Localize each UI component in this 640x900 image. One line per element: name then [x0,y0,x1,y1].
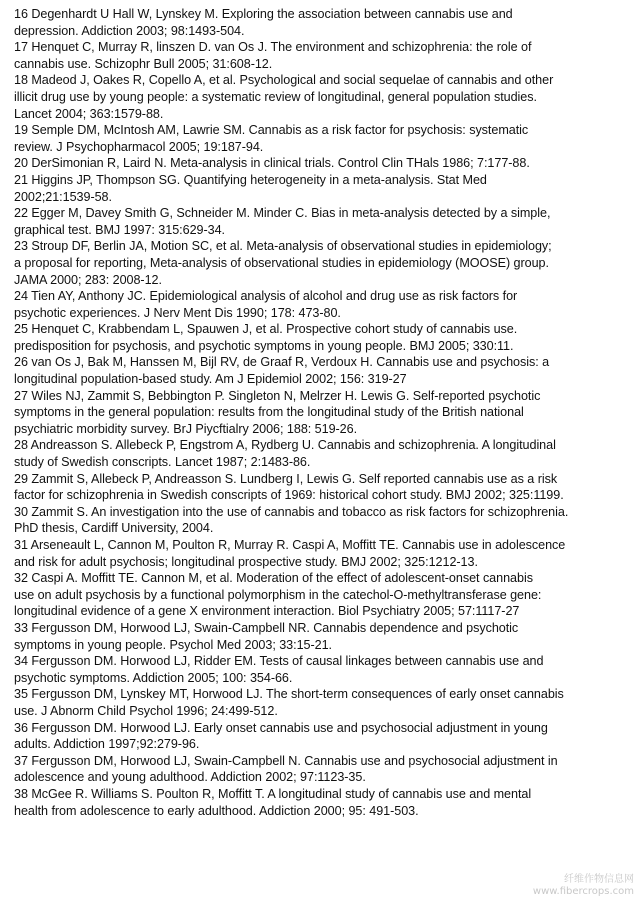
reference-line: 33 Fergusson DM, Horwood LJ, Swain-Campbell NR. Cannabis dependence and psychotic [14,620,519,635]
reference-entry [14,653,626,686]
reference-entry [14,72,626,122]
reference-line: 30 Zammit S. An investigation into the use of cannabis and tobacco as risk factors for schizophrenia. [14,504,569,519]
reference-line: psychotic experiences. J Nerv Ment Dis 1990; 178: 473-80. [14,305,341,320]
reference-line: 38 McGee R. Williams S. Poulton R, Moffitt T. A longitudinal study of cannabis use and mental [14,786,532,801]
reference-entry [14,504,626,537]
reference-entry [14,288,626,321]
reference-line: 37 Fergusson DM, Horwood LJ, Swain-Campbell N. Cannabis use and psychosocial adjustment in [14,753,558,768]
reference-entry [14,6,626,39]
reference-line: 28 Andreasson S. Allebeck P, Engstrom A, Rydberg U. Cannabis and schizophrenia. A longitudinal [14,438,556,453]
reference-line: 25 Henquet C, Krabbendam L, Spauwen J, et al. Prospective cohort study of cannabis use. [14,322,518,337]
reference-line: depression. Addiction 2003; 98:1493-504. [14,23,245,38]
reference-entry [14,471,626,504]
reference-line: 19 Semple DM, McIntosh AM, Lawrie SM. Cannabis as a risk factor for psychosis: systematic [14,123,529,138]
reference-line: 21 Higgins JP, Thompson SG. Quantifying heterogeneity in a meta-analysis. Stat Med [14,172,487,187]
reference-line: illicit drug use by young people: a systematic review of longitudinal, general population studies. [14,89,537,104]
reference-entry [14,570,626,620]
reference-line: 17 Henquet C, Murray R, linszen D. van Os J. The environment and schizophrenia: the role of [14,40,532,55]
reference-line: psychotic symptoms. Addiction 2005; 100: 354-66. [14,670,293,685]
site-watermark [533,874,634,898]
reference-line: Lancet 2004; 363:1579-88. [14,106,164,121]
reference-line: 32 Caspi A. Moffitt TE. Cannon M, et al. Moderation of the effect of adolescent-onset cannabis [14,571,533,586]
reference-entry [14,437,626,470]
reference-line: a proposal for reporting, Meta-analysis of observational studies in epidemiology (MOOSE) group. [14,255,549,270]
watermark-url: www.fibercrops.com [532,886,634,897]
reference-line: 36 Fergusson DM. Horwood LJ. Early onset cannabis use and psychosocial adjustment in young [14,720,548,735]
reference-entry [14,39,626,72]
reference-line: 31 Arseneault L, Cannon M, Poulton R, Murray R. Caspi A, Moffitt TE. Cannabis use in adolescence [14,538,566,552]
reference-line: 2002;21:1539-58. [14,189,112,204]
reference-entry [14,388,626,438]
reference-entry [14,753,626,786]
reference-line: factor for schizophrenia in Swedish conscripts of 1969: historical cohort study. BMJ 2002; 325:1199. [14,488,564,503]
reference-line: 23 Stroup DF, Berlin JA, Motion SC, et al. Meta-analysis of observational studies in epidemiology; [14,239,552,254]
reference-line: 16 Degenhardt U Hall W, Lynskey M. Exploring the association between cannabis use and [14,7,513,21]
reference-line: 20 DerSimonian R, Laird N. Meta-analysis in clinical trials. Control Clin THals 1986; 7:177-88. [14,156,530,171]
reference-line: predisposition for psychosis, and psychotic symptoms in young people. BMJ 2005; 330:11. [14,338,514,353]
reference-line: 24 Tien AY, Anthony JC. Epidemiological analysis of alcohol and drug use as risk factors for [14,289,518,304]
reference-line: psychiatric morbidity survey. BrJ Piycftialry 2006; 188: 519-26. [14,421,358,436]
reference-entry [14,786,626,819]
reference-line: symptoms in young people. Psychol Med 2003; 33:15-21. [14,637,332,652]
reference-entry [14,155,626,172]
reference-line: use on adult psychosis by a functional polymorphism in the catechol-O-methyltransferase gene: [14,587,542,602]
reference-entry [14,686,626,719]
reference-line: adults. Addiction 1997;92:279-96. [14,737,200,752]
reference-line: graphical test. BMJ 1997: 315:629-34. [14,222,225,237]
reference-line: JAMA 2000; 283: 2008-12. [14,272,162,287]
reference-line: study of Swedish conscripts. Lancet 1987; 2:1483-86. [14,455,311,470]
reference-entry [14,172,626,205]
reference-line: 29 Zammit S, Allebeck P, Andreasson S. Lundberg I, Lewis G. Self reported cannabis use as a risk [14,471,558,486]
reference-line: use. J Abnorm Child Psychol 1996; 24:499-512. [14,703,278,718]
reference-line: longitudinal population-based study. Am J Epidemiol 2002; 156: 319-27 [14,372,407,387]
reference-line: 26 van Os J, Bak M, Hanssen M, Bijl RV, de Graaf R, Verdoux H. Cannabis use and psychosis: a [14,355,550,370]
reference-line: review. J Psychopharmacol 2005; 19:187-94. [14,139,264,154]
reference-line: adolescence and young adulthood. Addiction 2002; 97:1123-35. [14,770,366,785]
reference-line: and risk for adult psychosis; longitudinal prospective study. BMJ 2002; 325:1212-13. [14,554,478,569]
reference-entry [14,720,626,753]
reference-line: PhD thesis, Cardiff University, 2004. [14,521,214,536]
reference-entry [14,537,626,570]
reference-line: 18 Madeod J, Oakes R, Copello A, et al. Psychological and social sequelae of cannabis and other [14,73,554,88]
watermark-text-cn: 纤维作物信息网 [564,874,634,885]
reference-line: 34 Fergusson DM. Horwood LJ, Ridder EM. Tests of causal linkages between cannabis use and [14,654,544,669]
reference-entry [14,238,626,288]
reference-line: 35 Fergusson DM, Lynskey MT, Horwood LJ. The short-term consequences of early onset cannabis [14,687,564,702]
reference-entry [14,620,626,653]
reference-entry [14,122,626,155]
reference-line: 22 Egger M, Davey Smith G, Schneider M. Minder C. Bias in meta-analysis detected by a simple, [14,206,551,221]
reference-line: health from adolescence to early adulthood. Addiction 2000; 95: 491-503. [14,803,419,818]
reference-line: cannabis use. Schizophr Bull 2005; 31:608-12. [14,56,273,71]
reference-list [14,6,626,819]
reference-line: 27 Wiles NJ, Zammit S, Bebbington P. Singleton N, Melrzer H. Lewis G. Self-reported psychotic [14,388,541,403]
reference-entry [14,205,626,238]
reference-entry [14,354,626,387]
reference-line: longitudinal evidence of a gene X environment interaction. Biol Psychiatry 2005; 57:1117-27 [14,604,520,619]
reference-entry [14,321,626,354]
reference-line: symptoms in the general population: results from the longitudinal study of the British national [14,405,524,420]
